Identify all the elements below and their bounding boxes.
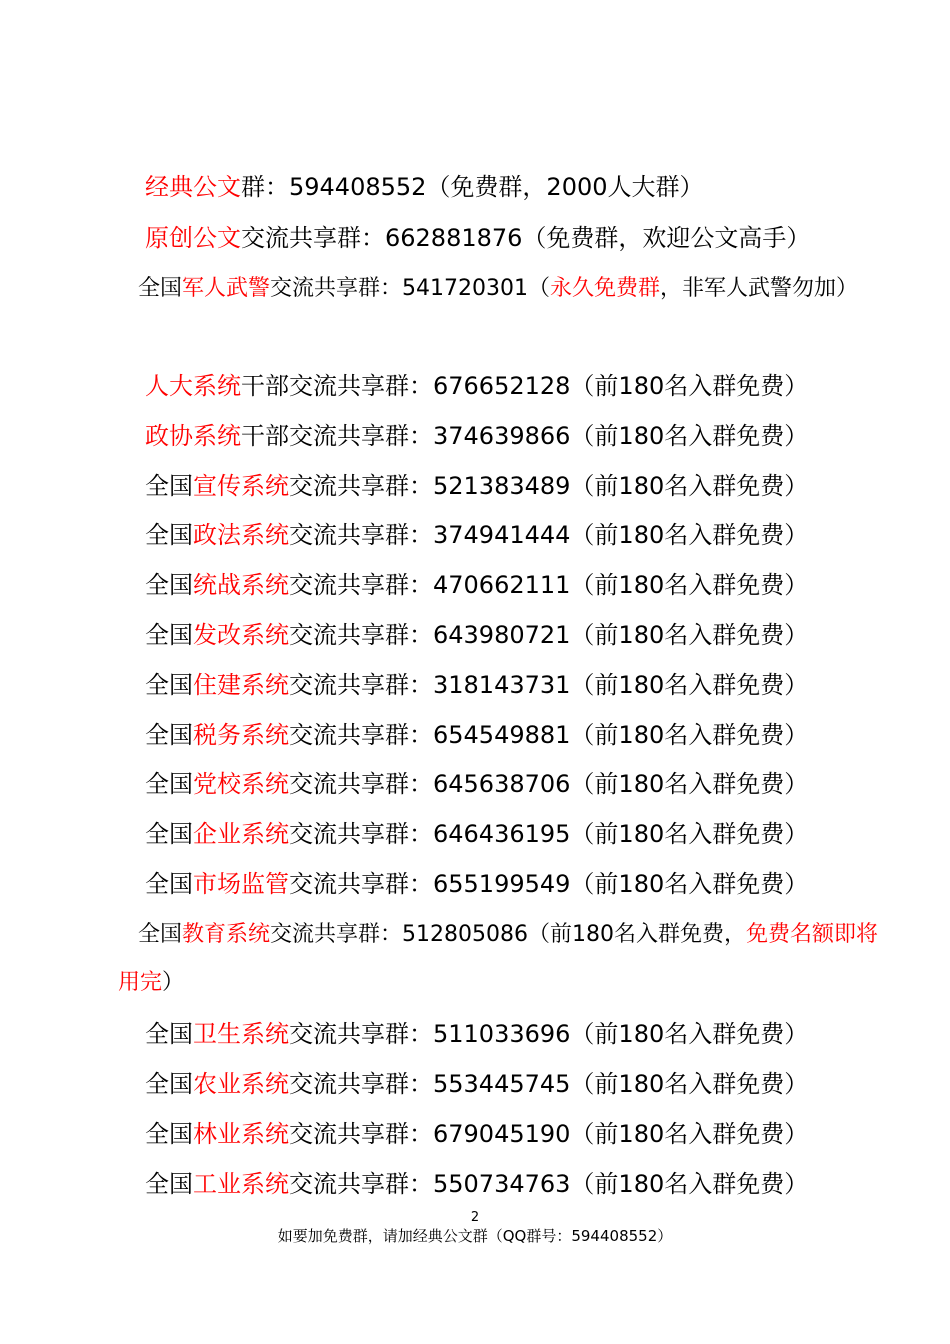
group-prefix: 全国	[145, 471, 193, 500]
group-highlight: 人大系统	[145, 372, 241, 400]
group-highlight: 企业系统	[193, 820, 289, 849]
group-highlight: 统战系统	[193, 571, 289, 600]
page-number: 2	[470, 1210, 480, 1225]
group-line	[0, 670, 950, 699]
group-details: 交流共享群：318143731（前180名入群免费）	[289, 670, 809, 699]
group-prefix: 全国	[145, 1070, 193, 1098]
group-highlight-2-cont: 用完	[118, 970, 163, 995]
group-prefix: 全国	[138, 922, 183, 947]
group-highlight-2: 永久免费群	[550, 276, 661, 301]
group-highlight: 政协系统	[145, 421, 241, 450]
group-line	[0, 820, 950, 849]
group-prefix: 全国	[145, 1020, 193, 1048]
group-highlight: 党校系统	[193, 770, 289, 799]
group-line	[0, 1022, 950, 1046]
group-line-jiaoyu-cont	[0, 972, 950, 994]
group-details: 交流共享群：470662111（前180名入群免费）	[289, 571, 809, 600]
group-line	[0, 1072, 950, 1096]
group-line	[0, 872, 950, 896]
group-highlight: 原创公文	[145, 224, 241, 252]
group-highlight: 发改系统	[193, 621, 289, 649]
footer-note: 如要加免费群，请加经典公文群（QQ群号：594408552）	[277, 1227, 673, 1245]
group-highlight: 市场监管	[193, 870, 289, 898]
group-line-junren	[0, 278, 950, 300]
group-details: 交流共享群：645638706（前180名入群免费）	[289, 770, 809, 799]
group-line	[0, 1122, 950, 1146]
group-details: 干部交流共享群：374639866（前180名入群免费）	[241, 421, 809, 450]
group-line	[0, 374, 950, 398]
group-prefix: 全国	[145, 1170, 193, 1198]
group-details-end: ，非军人武警勿加）	[660, 276, 859, 301]
group-details: 交流共享群：521383489（前180名入群免费）	[289, 471, 809, 500]
group-highlight: 税务系统	[193, 720, 289, 749]
group-highlight: 卫生系统	[193, 1020, 289, 1048]
group-details: 交流共享群：643980721（前180名入群免费）	[289, 621, 809, 649]
group-prefix: 全国	[145, 670, 193, 699]
group-prefix: 全国	[145, 720, 193, 749]
group-line	[0, 720, 950, 749]
group-highlight: 工业系统	[193, 1170, 289, 1198]
group-line	[0, 471, 950, 500]
group-highlight: 农业系统	[193, 1070, 289, 1098]
group-details: 交流共享群：679045190（前180名入群免费）	[289, 1120, 809, 1148]
group-prefix: 全国	[138, 276, 183, 301]
group-prefix: 全国	[145, 621, 193, 649]
group-details: 交流共享群：646436195（前180名入群免费）	[289, 820, 809, 849]
group-line-jiaoyu	[0, 924, 950, 946]
group-details: 交流共享群：550734763（前180名入群免费）	[289, 1170, 809, 1198]
group-line-yuanchuang	[0, 226, 950, 250]
group-details: 群：594408552（免费群，2000人大群）	[241, 173, 704, 201]
group-details: 交流共享群：512805086（前180名入群免费，	[270, 922, 746, 947]
group-line	[0, 623, 950, 647]
group-prefix: 全国	[145, 820, 193, 849]
group-details: 交流共享群：662881876（免费群，欢迎公文高手）	[241, 224, 811, 252]
group-prefix: 全国	[145, 770, 193, 799]
group-details: 交流共享群：654549881（前180名入群免费）	[289, 720, 809, 749]
group-line	[0, 1172, 950, 1196]
group-prefix: 全国	[145, 870, 193, 898]
group-details: 交流共享群：374941444（前180名入群免费）	[289, 521, 809, 550]
group-details: 交流共享群：553445745（前180名入群免费）	[289, 1070, 809, 1098]
group-details: 交流共享群：541720301（	[270, 276, 551, 301]
group-details: 交流共享群：655199549（前180名入群免费）	[289, 870, 809, 898]
group-prefix: 全国	[145, 1120, 193, 1148]
group-highlight-2: 免费名额即将	[746, 922, 879, 947]
group-highlight: 林业系统	[193, 1120, 289, 1148]
group-highlight: 住建系统	[193, 670, 289, 699]
group-prefix: 全国	[145, 521, 193, 550]
group-details: 干部交流共享群：676652128（前180名入群免费）	[241, 372, 809, 400]
group-line-jingdian	[0, 175, 950, 199]
group-highlight: 经典公文	[145, 173, 241, 201]
group-details: 交流共享群：511033696（前180名入群免费）	[289, 1020, 809, 1048]
group-line	[0, 770, 950, 799]
group-highlight: 宣传系统	[193, 471, 289, 500]
group-highlight: 军人武警	[182, 276, 271, 301]
group-details-end: ）	[162, 970, 185, 995]
group-highlight: 政法系统	[193, 521, 289, 550]
group-prefix: 全国	[145, 571, 193, 600]
group-line	[0, 521, 950, 550]
group-line	[0, 571, 950, 600]
group-highlight: 教育系统	[182, 922, 271, 947]
group-line	[0, 421, 950, 450]
